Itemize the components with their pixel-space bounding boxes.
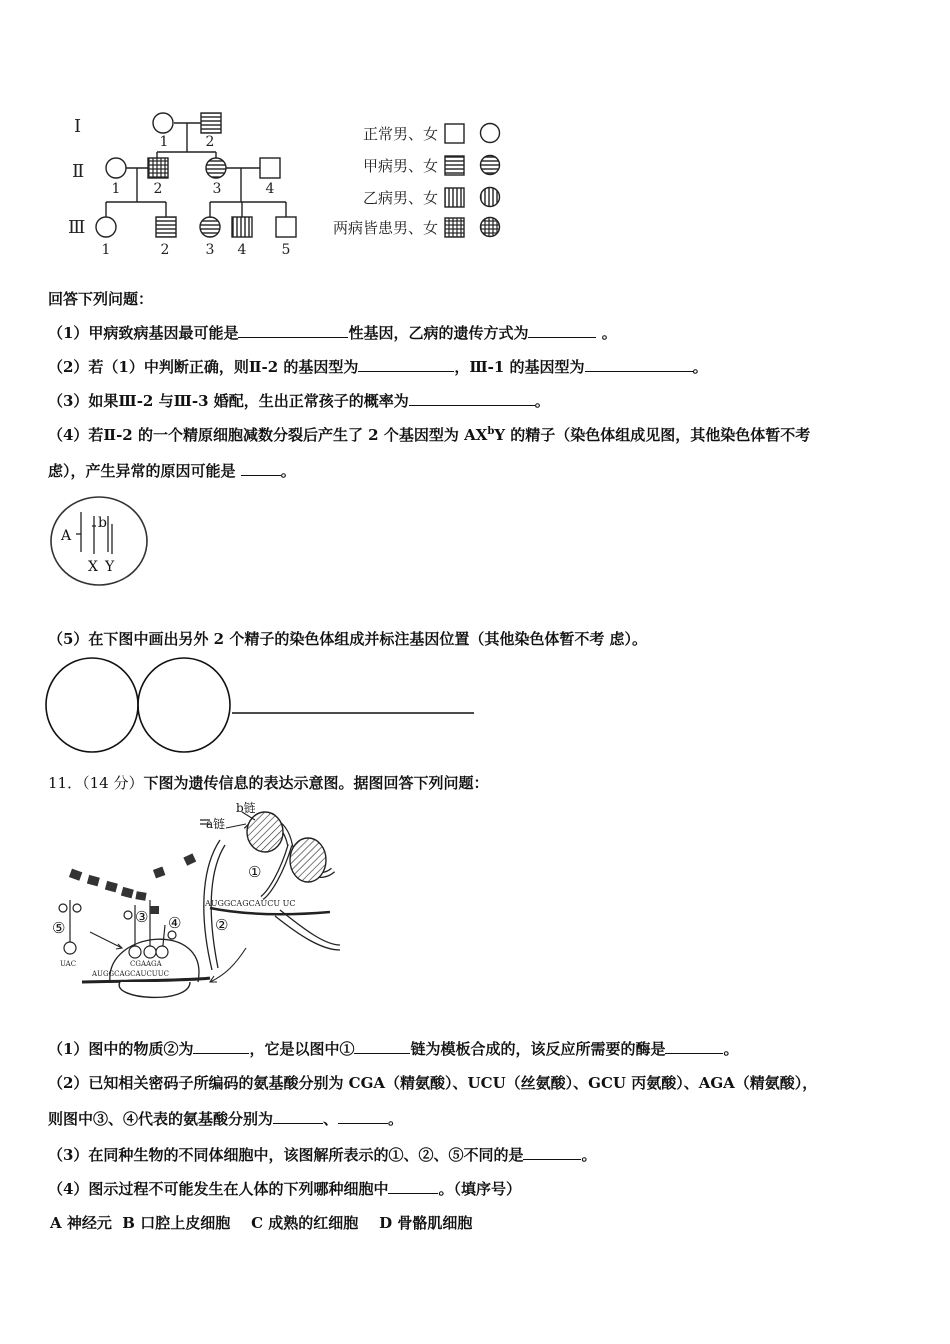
- gene-label-b: b: [98, 515, 107, 531]
- answer-blank[interactable]: [358, 357, 454, 372]
- individual-number: 4: [237, 242, 247, 258]
- text: （3）在同种生物的不同体细胞中，该图解所表示的①、②、⑤不同的是: [48, 1146, 524, 1164]
- answer-blank[interactable]: [523, 1145, 581, 1160]
- q10-part3: [48, 390, 550, 411]
- question-number: 11．: [48, 774, 83, 792]
- text: 。: [692, 358, 708, 376]
- answer-blank[interactable]: [338, 1109, 388, 1124]
- individual-number: 5: [281, 242, 291, 258]
- codon-row: AUGGCAGCAUCUUC: [92, 970, 169, 978]
- answer-blank[interactable]: [238, 323, 348, 338]
- III-2-male: [156, 217, 176, 237]
- text: （4）图示过程不可能发生在人体的下列哪种细胞中: [48, 1180, 389, 1198]
- I-1-female: [153, 113, 173, 133]
- anticodon-34: CGAAGA: [130, 960, 162, 968]
- marker-2: ②: [215, 916, 229, 934]
- individual-number: 3: [205, 242, 215, 258]
- individual-number: 1: [101, 242, 111, 258]
- q10-part5: （5）在下图中画出另外 2 个精子的染色体组成并标注基因位置（其他染色体暂不考 虑）。: [48, 630, 648, 648]
- answer-blank[interactable]: [409, 391, 535, 406]
- text: 虑），产生异常的原因可能是: [48, 462, 236, 480]
- III-1-female: [96, 217, 116, 237]
- answer-blank[interactable]: [241, 461, 281, 476]
- marker-5: ⑤: [52, 919, 66, 937]
- q10-part4-cont: [48, 460, 296, 481]
- individual-number: 4: [265, 181, 275, 197]
- III-5-male: [276, 217, 296, 237]
- q11-part1: [48, 1038, 739, 1059]
- q11-part3: [48, 1144, 596, 1165]
- individual-number: 2: [205, 134, 215, 150]
- individual-number: 1: [111, 181, 121, 197]
- q11-part2-cont: [48, 1108, 403, 1129]
- answer-blank[interactable]: [528, 323, 596, 338]
- question-title: 下图为遗传信息的表达示意图。据图回答下列问题：: [143, 774, 489, 792]
- marker-3: ③: [135, 908, 149, 926]
- text: （1）图中的物质②为: [48, 1040, 194, 1058]
- individual-number: 2: [160, 242, 170, 258]
- text: 。: [534, 392, 550, 410]
- text: 。（填序号）: [438, 1180, 521, 1198]
- answer-blank[interactable]: [193, 1039, 249, 1054]
- q10-part1: [48, 322, 617, 343]
- legend-label: 甲病男、女: [362, 157, 438, 175]
- individual-number: 1: [159, 134, 169, 150]
- gen-label: Ⅲ: [68, 217, 86, 238]
- III-4-male: [232, 217, 252, 237]
- gene-expression-diagram: [50, 800, 345, 1000]
- q11-header: [48, 772, 488, 793]
- drawing-area[interactable]: [44, 656, 484, 756]
- text: 链为模板合成的，该反应所需要的酶是: [410, 1040, 666, 1058]
- answer-blank[interactable]: [585, 357, 693, 372]
- sperm-cell-diagram: [48, 494, 152, 590]
- q11-part4: [48, 1178, 521, 1199]
- q10-part2: [48, 356, 708, 377]
- text: 。: [596, 324, 617, 342]
- individual-number: 2: [153, 181, 163, 197]
- answer-blank[interactable]: [354, 1039, 410, 1054]
- text: （3）如果Ⅲ-2 与Ⅲ-3 婚配，生出正常孩子的概率为: [48, 392, 409, 410]
- q11-part2: （2）已知相关密码子所编码的氨基酸分别为 CGA（精氨酸）、UCU（丝氨酸）、GCU 丙氨酸）、AGA（精氨酸），: [48, 1074, 818, 1092]
- text: （4）若Ⅱ-2 的一个精原细胞减数分裂后产生了 2 个基因型为 AX: [48, 426, 488, 444]
- II-2-male: [148, 158, 168, 178]
- empty-cell-1[interactable]: [46, 658, 138, 752]
- answer-blank[interactable]: [665, 1039, 723, 1054]
- question-score: （14 分）: [82, 774, 144, 792]
- text: ，Ⅲ-1 的基因型为: [454, 358, 585, 376]
- II-4-male: [260, 158, 280, 178]
- text: 。: [723, 1040, 739, 1058]
- anticodon-5: UAC: [60, 960, 77, 968]
- text: 。: [581, 1146, 597, 1164]
- q10-part4: [48, 424, 810, 445]
- II-3-female: [206, 158, 226, 178]
- text: （1）甲病致病基因最可能是: [48, 324, 239, 342]
- gen-label: Ⅰ: [74, 116, 82, 137]
- legend-label: 正常男、女: [362, 125, 438, 143]
- text: ，它是以图中①: [249, 1040, 355, 1058]
- chromosome-label-y: Y: [105, 559, 115, 575]
- superscript: b: [487, 426, 495, 437]
- II-1-female: [106, 158, 126, 178]
- chromosome-label-x: X: [88, 559, 98, 575]
- b-chain-label: b链: [236, 801, 256, 815]
- text: （2）若（1）中判断正确，则Ⅱ-2 的基因型为: [48, 358, 359, 376]
- gene-label-A: A: [61, 528, 72, 544]
- text: 性基因，乙病的遗传方式为: [348, 324, 529, 342]
- text: 、: [323, 1110, 339, 1128]
- gen-label: Ⅱ: [72, 161, 85, 182]
- marker-4: ④: [168, 914, 182, 932]
- I-2-male: [201, 113, 221, 133]
- empty-cell-2[interactable]: [138, 658, 230, 752]
- q11-options: A 神经元 B 口腔上皮细胞 C 成熟的红细胞 D 骨骼肌细胞: [50, 1214, 473, 1232]
- text: 。: [280, 462, 296, 480]
- individual-number: 3: [212, 181, 222, 197]
- answer-blank[interactable]: [388, 1179, 438, 1194]
- pedigree-chart: [60, 100, 520, 265]
- legend-label: 两病皆患男、女: [332, 219, 438, 237]
- text: 。: [388, 1110, 404, 1128]
- III-3-female: [200, 217, 220, 237]
- text: 则图中③、④代表的氨基酸分别为: [48, 1110, 274, 1128]
- mrna-sequence: AUGGCAGCAUCU UC: [205, 899, 296, 908]
- a-chain-label: a链: [206, 817, 226, 831]
- question-intro: 回答下列问题：: [48, 290, 154, 308]
- answer-blank[interactable]: [273, 1109, 323, 1124]
- marker-1: ①: [248, 863, 262, 881]
- text: Y 的精子（染色体组成见图，其他染色体暂不考: [494, 426, 811, 444]
- legend-label: 乙病男、女: [362, 189, 438, 207]
